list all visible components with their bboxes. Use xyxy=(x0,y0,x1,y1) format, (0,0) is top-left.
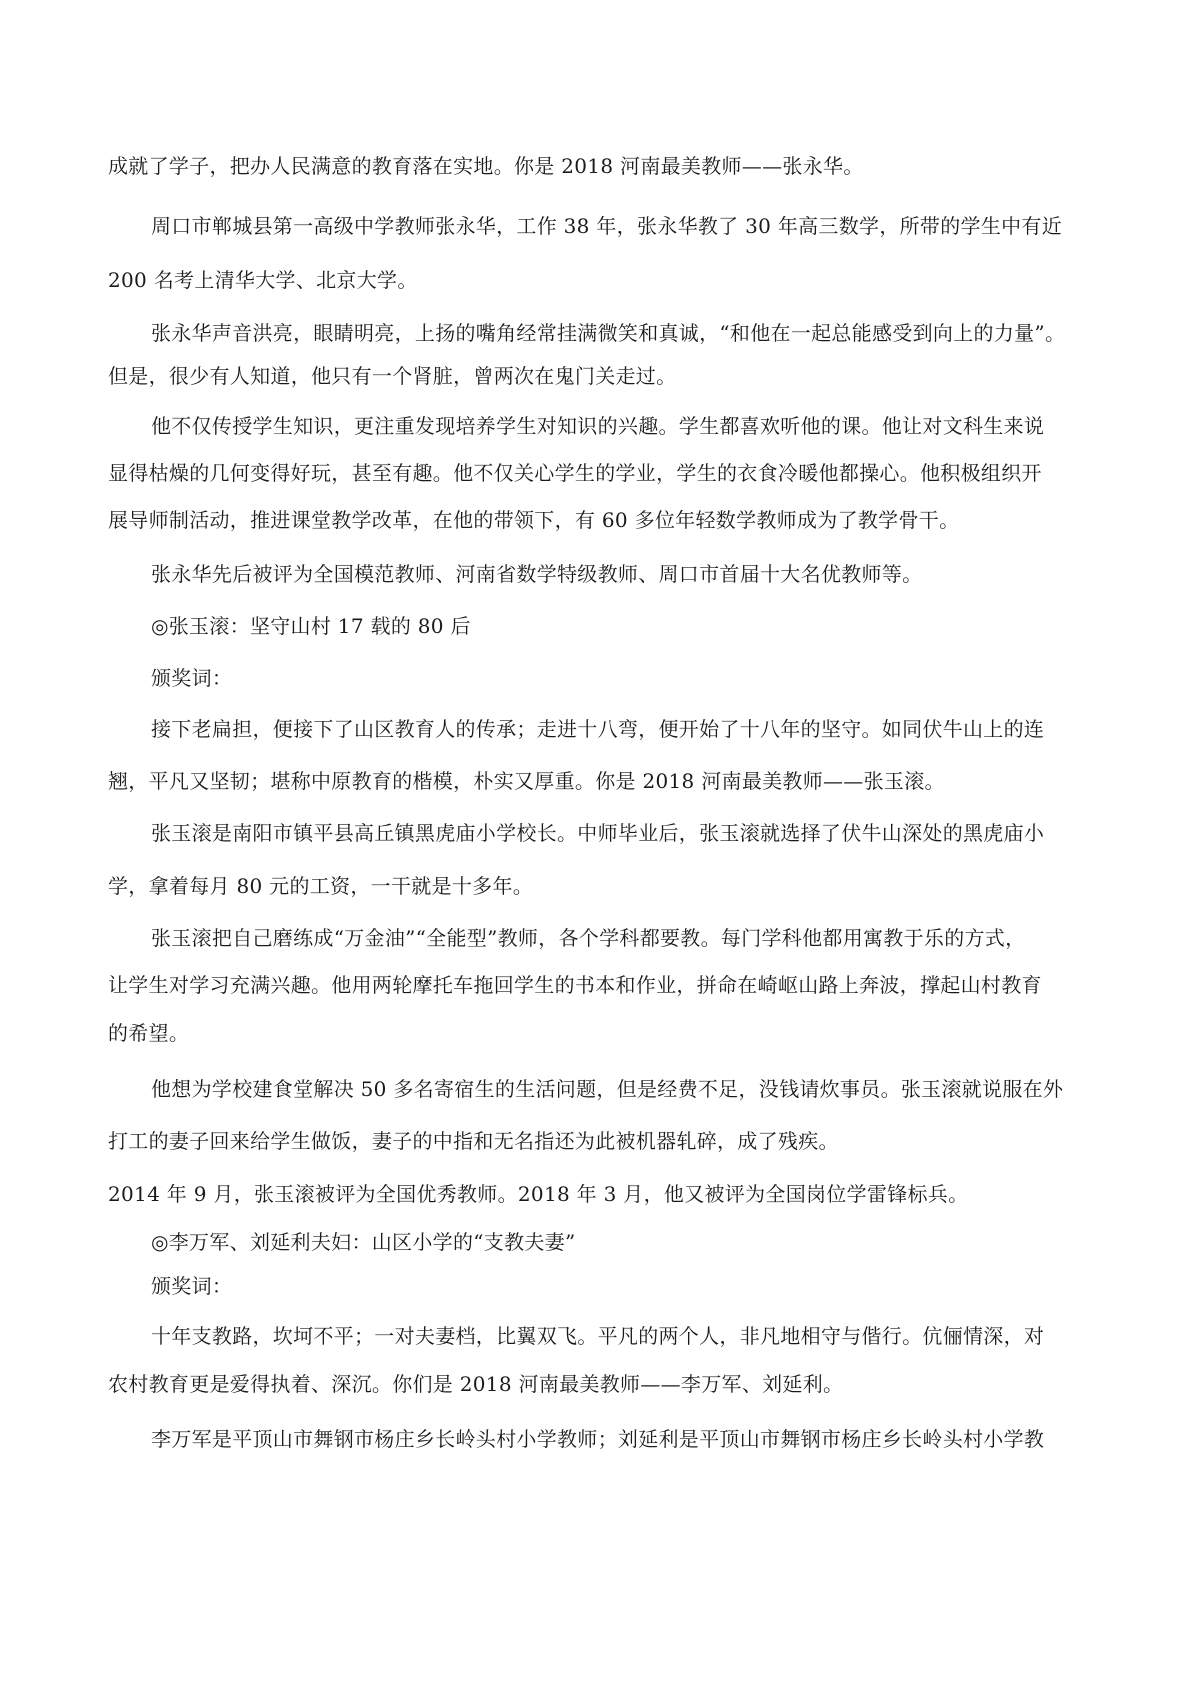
text-line: 张玉滚把自己磨练成“万金油”“全能型”教师，各个学科都要教。每门学科他都用寓教于乐的方式， xyxy=(151,926,1026,950)
text-line: 打工的妻子回来给学生做饭，妻子的中指和无名指还为此被机器轧碎，成了残疾。 xyxy=(108,1129,839,1153)
text-line: 农村教育更是爱得执着、深沉。你们是 2018 河南最美教师——李万军、刘延利。 xyxy=(108,1372,844,1396)
text-line: 张玉滚是南阳市镇平县高丘镇黑虎庙小学校长。中师毕业后，张玉滚就选择了伏牛山深处的黑虎庙小 xyxy=(151,821,1045,845)
award-label: 颁奖词： xyxy=(151,1274,233,1298)
text-line: 他想为学校建食堂解决 50 多名寄宿生的生活问题，但是经费不足，没钱请炊事员。张玉滚就说服在外 xyxy=(151,1077,1064,1101)
text-line: 李万军是平顶山市舞钢市杨庄乡长岭头村小学教师；刘延利是平顶山市舞钢市杨庄乡长岭头村小学教 xyxy=(151,1427,1045,1451)
award-label: 颁奖词： xyxy=(151,666,233,690)
text-line: 200 名考上清华大学、北京大学。 xyxy=(108,268,418,292)
text-line: 展导师制活动，推进课堂教学改革，在他的带领下，有 60 多位年轻数学教师成为了教学骨干。 xyxy=(108,508,960,532)
text-line: 成就了学子，把办人民满意的教育落在实地。你是 2018 河南最美教师——张永华。 xyxy=(108,154,864,178)
text-line: 让学生对学习充满兴趣。他用两轮摩托车拖回学生的书本和作业，拼命在崎岖山路上奔波，撑起山村教育 xyxy=(108,973,1042,997)
text-line: 十年支教路，坎坷不平；一对夫妻档，比翼双飞。平凡的两个人，非凡地相守与偕行。伉俪情深，对 xyxy=(151,1324,1045,1348)
section-heading: ◎李万军、刘延利夫妇：山区小学的“支教夫妻” xyxy=(151,1230,576,1254)
text-line: 接下老扁担，便接下了山区教育人的传承；走进十八弯，便开始了十八年的坚守。如同伏牛山上的连 xyxy=(151,717,1045,741)
text-line: 张永华先后被评为全国模范教师、河南省数学特级教师、周口市首届十大名优教师等。 xyxy=(151,562,923,586)
text-line: 但是，很少有人知道，他只有一个肾脏，曾两次在鬼门关走过。 xyxy=(108,364,677,388)
text-line: 张永华声音洪亮，眼睛明亮，上扬的嘴角经常挂满微笑和真诚，“和他在一起总能感受到向上的力量”。 xyxy=(151,321,1066,345)
text-line: 显得枯燥的几何变得好玩，甚至有趣。他不仅关心学生的学业，学生的衣食冷暖他都操心。他积极组织开 xyxy=(108,461,1042,485)
text-line: 学，拿着每月 80 元的工资，一干就是十多年。 xyxy=(108,874,534,898)
text-line: 2014 年 9 月，张玉滚被评为全国优秀教师。2018 年 3 月，他又被评为全国岗位学雷锋标兵。 xyxy=(108,1182,969,1206)
text-line: 周口市郸城县第一高级中学教师张永华，工作 38 年，张永华教了 30 年高三数学，所带的学生中有近 xyxy=(151,214,1063,238)
text-line: 翘，平凡又坚韧；堪称中原教育的楷模，朴实又厚重。你是 2018 河南最美教师——张玉滚。 xyxy=(108,769,945,793)
text-line: 的希望。 xyxy=(108,1021,190,1045)
text-line: 他不仅传授学生知识，更注重发现培养学生对知识的兴趣。学生都喜欢听他的课。他让对文科生来说 xyxy=(151,414,1045,438)
section-heading: ◎张玉滚：坚守山村 17 载的 80 后 xyxy=(151,614,471,638)
